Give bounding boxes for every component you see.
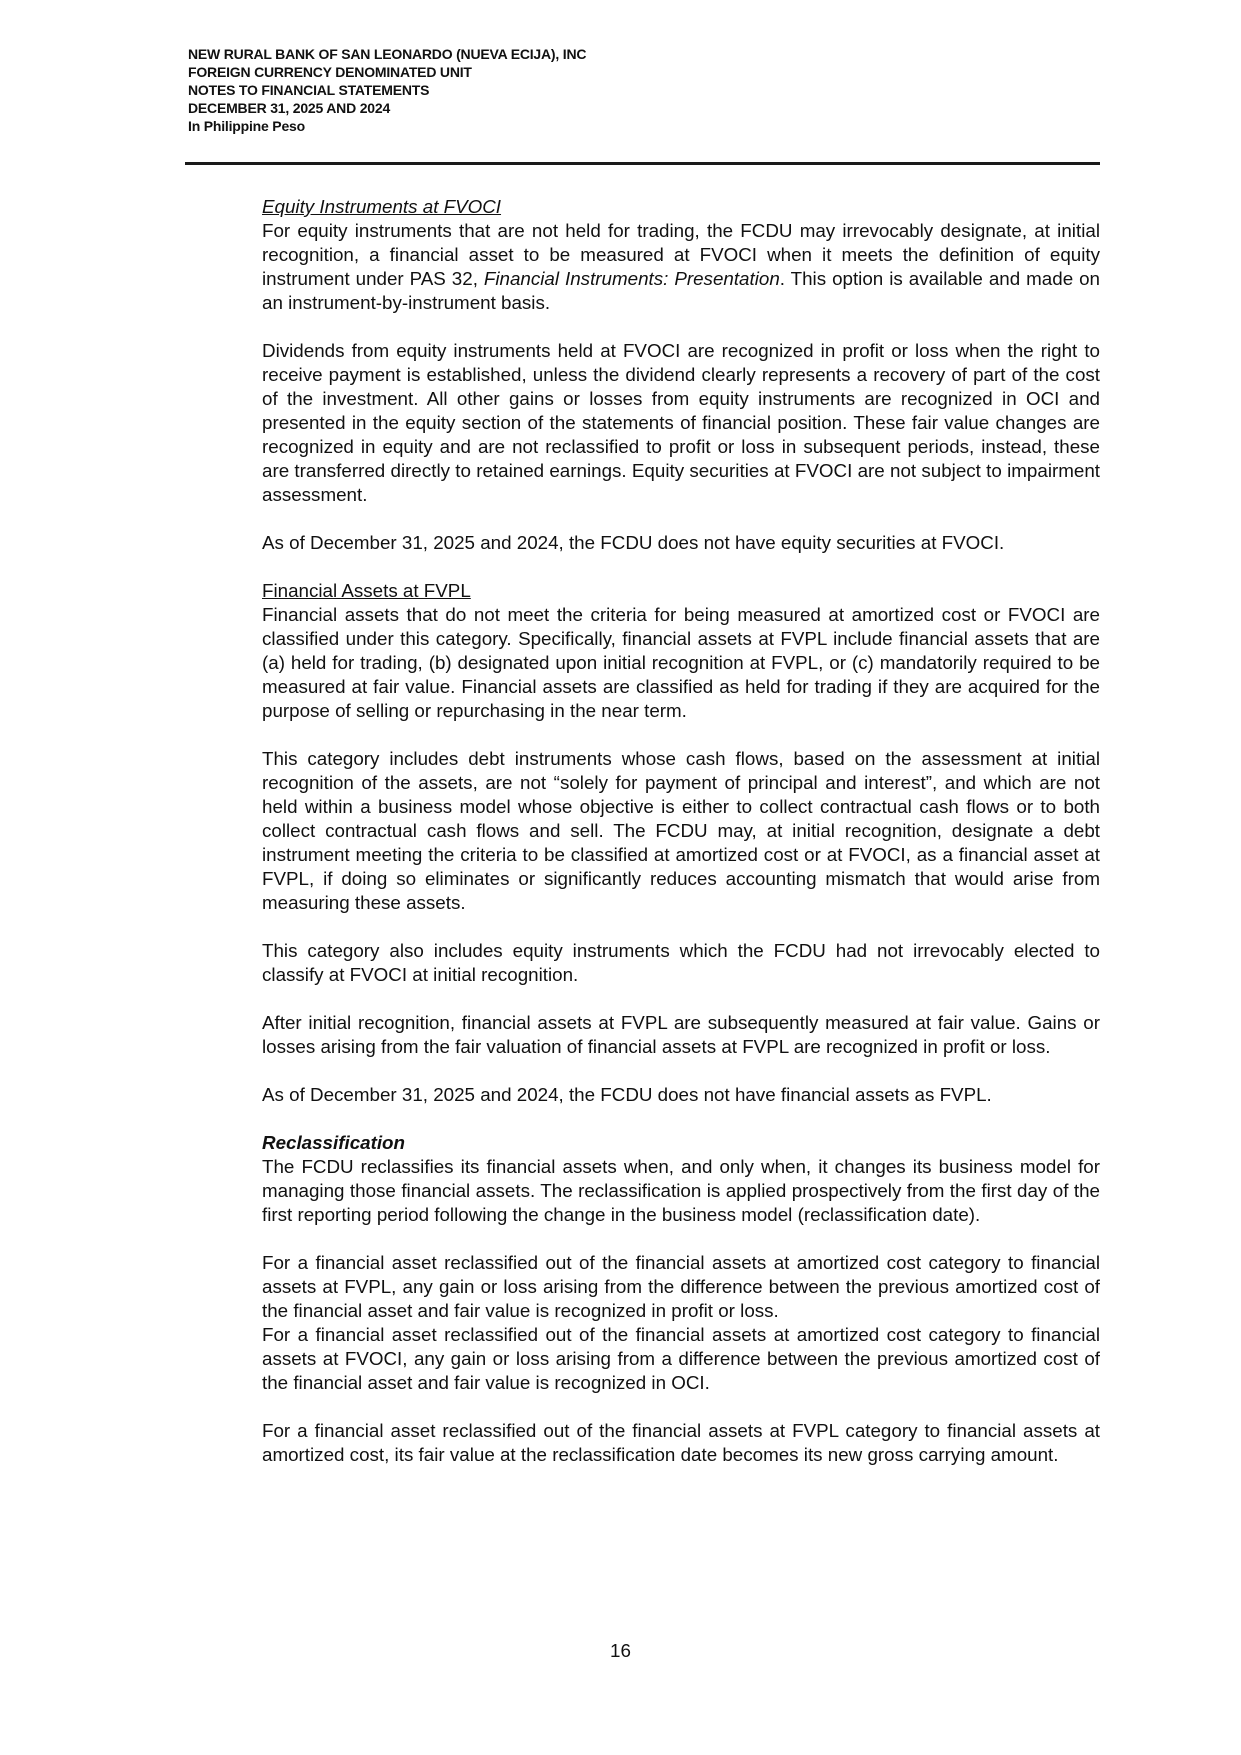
section-heading-equity-fvoci: Equity Instruments at FVOCI [262,196,502,217]
page-number: 16 [610,1640,631,1661]
section-heading-reclassification: Reclassification [262,1132,406,1153]
paragraph: Financial assets that do not meet the criteria for being measured at amortized cost or FVOCI are classified under this category. Specifically, financial assets at FVPL include financial assets that are (a) held for trading, (b) designated upon initial recognition at FVPL, or (c) mandatorily required to be measured at fair value. Financial assets are classified as held for trading if they are acquired for the purpose of selling or repurchasing in the near term. [262,604,1100,721]
document-body [262,195,1100,1467]
paragraph [262,219,1100,315]
document-title: NOTES TO FINANCIAL STATEMENTS [188,82,430,98]
paragraph-text: For equity instruments that are not held for trading, the FCDU may irrevocably designate, at initial recognition, a financial asset to be measured at FVOCI when it meets the definition of equity instrument under PAS 32, [262,220,1100,289]
reporting-dates: DECEMBER 31, 2025 AND 2024 [188,100,391,116]
unit-name: FOREIGN CURRENCY DENOMINATED UNIT [188,64,472,80]
section-heading-fvpl: Financial Assets at FVPL [262,580,471,601]
paragraph: This category also includes equity instruments which the FCDU had not irrevocably elected to classify at FVOCI at initial recognition. [262,940,1100,985]
company-name: NEW RURAL BANK OF SAN LEONARDO (NUEVA ECIJA), INC [188,46,587,62]
paragraph-text: . This option is available and made on an instrument-by-instrument basis. [262,268,1100,313]
paragraph: As of December 31, 2025 and 2024, the FCDU does not have financial assets as FVPL. [262,1084,992,1105]
paragraph: Dividends from equity instruments held at FVOCI are recognized in profit or loss when the right to receive payment is established, unless the dividend clearly represents a recovery of part of the cost of the investment. All other gains or losses from equity instruments are recognized in OCI and presented in the equity section of the statements of financial position. These fair value changes are recognized in equity and are not reclassified to profit or loss in subsequent periods, instead, these are transferred directly to retained earnings. Equity securities at FVOCI are not subject to impairment assessment. [262,340,1100,505]
paragraph: After initial recognition, financial assets at FVPL are subsequently measured at fair value. Gains or losses arising from the fair valuation of financial assets at FVPL are recognized in profit or loss. [262,1012,1100,1057]
paragraph: The FCDU reclassifies its financial assets when, and only when, it changes its business model for managing those financial assets. The reclassification is applied prospectively from the first day of the first reporting period following the change in the business model (reclassification date). [262,1156,1100,1225]
paragraph: This category includes debt instruments whose cash flows, based on the assessment at initial recognition of the assets, are not “solely for payment of principal and interest”, and which are not held within a business model whose objective is either to collect contractual cash flows or to both collect contractual cash flows and sell. The FCDU may, at initial recognition, designate a debt instrument meeting the criteria to be classified at amortized cost or at FVOCI, as a financial asset at FVPL, if doing so eliminates or significantly reduces accounting mismatch that would arise from measuring these assets. [262,748,1100,913]
currency-note: In Philippine Peso [188,118,305,134]
paragraph: For a financial asset reclassified out of the financial assets at FVPL category to financial assets at amortized cost, its fair value at the reclassification date becomes its new gross carrying amount. [262,1420,1100,1465]
standard-title: Financial Instruments: Presentation [483,268,780,289]
paragraph: For a financial asset reclassified out of the financial assets at amortized cost category to financial assets at FVOCI, any gain or loss arising from a difference between the previous amortized cost of the financial asset and fair value is recognized in OCI. [262,1324,1100,1393]
paragraph: For a financial asset reclassified out of the financial assets at amortized cost category to financial assets at FVPL, any gain or loss arising from the difference between the previous amortized cost of the financial asset and fair value is recognized in profit or loss. [262,1252,1100,1321]
document-header [188,45,1088,135]
header-divider [185,162,1100,165]
paragraph: As of December 31, 2025 and 2024, the FCDU does not have equity securities at FVOCI. [262,532,1005,553]
